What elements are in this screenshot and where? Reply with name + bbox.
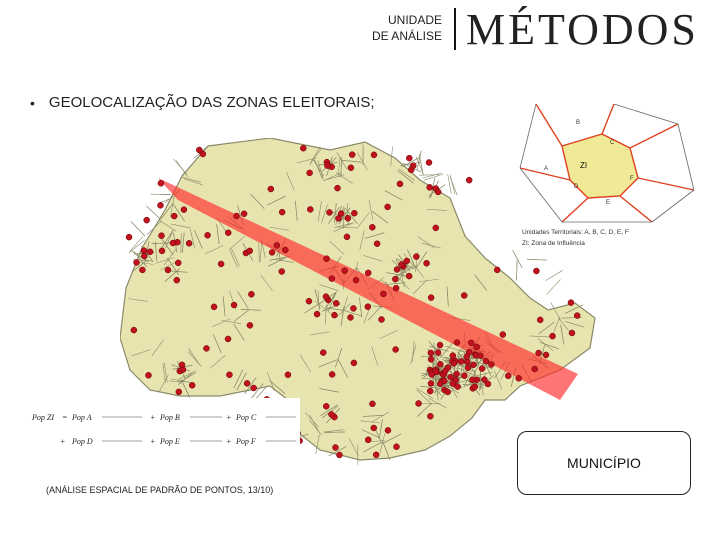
zone-point (466, 177, 472, 183)
zone-point (393, 346, 399, 352)
zone-point (329, 371, 335, 377)
cell-boundary (419, 175, 439, 176)
zone-point (218, 261, 224, 267)
zone-point (408, 167, 414, 173)
zone-point (141, 248, 147, 254)
zone-point (442, 368, 448, 374)
zone-point (483, 358, 489, 364)
zone-point (141, 253, 147, 259)
zone-point (336, 215, 342, 221)
zone-point (543, 352, 549, 358)
zone-point (488, 361, 494, 367)
zone-point (365, 270, 371, 276)
zone-point (380, 291, 386, 297)
zone-point (371, 152, 377, 158)
zone-point (468, 340, 474, 346)
inset-legend-line2: ZI: Zona de Influência (522, 240, 585, 247)
zone-point (397, 181, 403, 187)
cell-boundary (174, 159, 187, 174)
zone-point (344, 234, 350, 240)
zone-point (428, 350, 434, 356)
zone-point (328, 411, 334, 417)
zone-point (441, 378, 447, 384)
zone-point (399, 262, 405, 268)
zone-point (324, 256, 330, 262)
zone-point (196, 147, 202, 153)
zone-point (333, 300, 339, 306)
bullet-item (30, 94, 375, 111)
zone-point (300, 145, 306, 151)
svg-text:+: + (226, 437, 232, 446)
zone-point (427, 413, 433, 419)
zone-point (251, 385, 257, 391)
zone-point (334, 185, 340, 191)
zone-point (331, 312, 337, 318)
zone-point (569, 330, 575, 336)
unit-label-line2: DE ANÁLISE (371, 29, 442, 43)
zone-point (450, 353, 456, 359)
zone-point (307, 206, 313, 212)
zone-point (203, 345, 209, 351)
svg-text:+: + (226, 413, 232, 422)
zone-point (244, 380, 250, 386)
zone-point (550, 333, 556, 339)
inset-diagram (518, 104, 698, 254)
zone-point (247, 322, 253, 328)
zone-point (437, 361, 443, 367)
unit-of-analysis-label (352, 12, 442, 44)
zone-point (274, 242, 280, 248)
zone-point (323, 294, 329, 300)
zone-point (445, 389, 451, 395)
zone-point (126, 234, 132, 240)
zone-point (282, 247, 288, 253)
zone-point (461, 292, 467, 298)
zone-point (574, 313, 580, 319)
zone-point (205, 232, 211, 238)
zone-point (181, 207, 187, 213)
zone-point (176, 389, 182, 395)
zone-point (174, 277, 180, 283)
bullet-text: GEOLOCALIZAÇÃO DAS ZONAS ELEITORAIS; (48, 94, 375, 111)
zone-point (406, 155, 412, 161)
formula-fraction-bars (102, 417, 296, 441)
zone-point (159, 248, 165, 254)
zone-point (464, 354, 470, 360)
formula-term-b: Pop B (160, 413, 180, 422)
cell-boundary (131, 221, 145, 235)
zone-point (427, 184, 433, 190)
zone-point (231, 302, 237, 308)
zone-point (226, 372, 232, 378)
formula-term-d: Pop D (72, 437, 93, 446)
zone-point (505, 373, 511, 379)
zone-point (320, 350, 326, 356)
zone-point (186, 240, 192, 246)
zone-point (351, 360, 357, 366)
bullet-icon: • (30, 94, 35, 111)
inset-label-c: C (610, 140, 615, 146)
zone-point (448, 374, 454, 380)
zone-point (568, 300, 574, 306)
inset-zi-label: ZI (580, 161, 588, 170)
zone-point (385, 427, 391, 433)
zone-point (516, 375, 522, 381)
zone-point (336, 452, 342, 458)
zone-point (134, 259, 140, 265)
zone-point (348, 165, 354, 171)
zone-point (465, 365, 471, 371)
zone-point (365, 437, 371, 443)
zone-point (279, 209, 285, 215)
zone-point (494, 267, 500, 273)
zone-point (537, 317, 543, 323)
zone-point (329, 276, 335, 282)
svg-text:+: + (150, 437, 156, 446)
zone-point (279, 268, 285, 274)
zone-point (451, 360, 457, 366)
zone-point (144, 217, 150, 223)
zone-point (393, 285, 399, 291)
zone-point (426, 160, 432, 166)
zone-point (268, 186, 274, 192)
svg-text:=: = (62, 413, 68, 422)
zone-point (225, 230, 231, 236)
zone-point (285, 372, 291, 378)
inset-label-d: D (574, 184, 579, 190)
zone-point (165, 267, 171, 273)
formula-term-f: Pop F (236, 437, 256, 446)
zone-point (145, 372, 151, 378)
zone-point (481, 377, 487, 383)
zone-point (427, 388, 433, 394)
zone-point (536, 350, 542, 356)
inset-svg (518, 104, 698, 254)
zone-point (241, 211, 247, 217)
inset-label-a: A (544, 166, 549, 172)
zone-point (424, 260, 430, 266)
zone-point (474, 344, 480, 350)
zone-point (470, 362, 476, 368)
zone-point (413, 254, 419, 260)
zone-point (458, 359, 464, 365)
zone-point (532, 366, 538, 372)
zone-point (248, 291, 254, 297)
zone-point (428, 380, 434, 386)
municipio-box: MUNICÍPIO (517, 431, 691, 495)
zone-point (225, 336, 231, 342)
zone-point (139, 267, 145, 273)
formula-svg (30, 398, 300, 458)
zone-point (314, 311, 320, 317)
zone-point (323, 403, 329, 409)
zone-point (365, 304, 371, 310)
zone-point (416, 400, 422, 406)
inset-label-e: E (606, 200, 611, 206)
zone-point (175, 260, 181, 266)
zone-point (158, 180, 164, 186)
zone-point (454, 340, 460, 346)
zone-point (332, 444, 338, 450)
inset-legend-line1: Unidades Territoriais: A, B, C, D, E, F (522, 229, 629, 236)
zone-point (479, 366, 485, 372)
zone-point (437, 342, 443, 348)
zone-point (147, 249, 153, 255)
zone-point (189, 382, 195, 388)
zone-point (379, 316, 385, 322)
zone-point (371, 425, 377, 431)
zone-point (385, 204, 391, 210)
zone-point (500, 332, 506, 338)
zone-point (324, 163, 330, 169)
zone-point (472, 384, 478, 390)
zone-point (392, 276, 398, 282)
zone-point (158, 233, 164, 239)
zone-point (247, 248, 253, 254)
zone-point (350, 305, 356, 311)
zone-point (353, 277, 359, 283)
zone-point (393, 444, 399, 450)
cell-boundary (546, 270, 563, 280)
zone-point (406, 273, 412, 279)
zone-point (170, 240, 176, 246)
zone-point (461, 373, 467, 379)
formula-term-c: Pop C (236, 413, 257, 422)
zone-point (179, 362, 185, 368)
cell-boundary (517, 260, 518, 280)
caption: (ANÁLISE ESPACIAL DE PADRÃO DE PONTOS, 13/10) (46, 485, 274, 495)
zone-point (131, 327, 137, 333)
page-title: MÉTODOS (466, 5, 699, 54)
zone-point (454, 371, 460, 377)
svg-text:+: + (60, 437, 66, 446)
zone-point (171, 213, 177, 219)
header-divider (454, 8, 456, 50)
zone-point (477, 353, 483, 359)
zone-point (157, 202, 163, 208)
zone-point (349, 152, 355, 158)
zone-point (351, 210, 357, 216)
zone-point (326, 209, 332, 215)
formula-image (30, 398, 300, 458)
zone-point (369, 401, 375, 407)
zone-point (347, 314, 353, 320)
cell-boundary (527, 259, 547, 260)
zone-point (342, 268, 348, 274)
cell-boundary (547, 279, 560, 294)
zone-point (394, 266, 400, 272)
zone-point (469, 377, 475, 383)
zone-point (429, 372, 435, 378)
unit-label-line1: UNIDADE (387, 13, 442, 27)
zone-point (374, 241, 380, 247)
zone-point (211, 304, 217, 310)
inset-label-b: B (576, 120, 581, 126)
zone-point (269, 249, 275, 255)
formula-lhs: Pop ZI (32, 413, 54, 422)
zone-point (433, 225, 439, 231)
zone-point (306, 298, 312, 304)
zone-point (533, 268, 539, 274)
zone-point (404, 258, 410, 264)
zone-point (435, 350, 441, 356)
zone-point (307, 170, 313, 176)
zone-point (428, 295, 434, 301)
zone-point (345, 215, 351, 221)
zone-point (450, 381, 456, 387)
zone-point (234, 213, 240, 219)
zone-point (369, 224, 375, 230)
zone-point (435, 189, 441, 195)
zone-point (428, 356, 434, 362)
svg-text:+: + (150, 413, 156, 422)
inset-label-f: F (630, 176, 634, 182)
formula-term-a: Pop A (72, 413, 92, 422)
zone-point (373, 452, 379, 458)
formula-term-e: Pop E (160, 437, 180, 446)
